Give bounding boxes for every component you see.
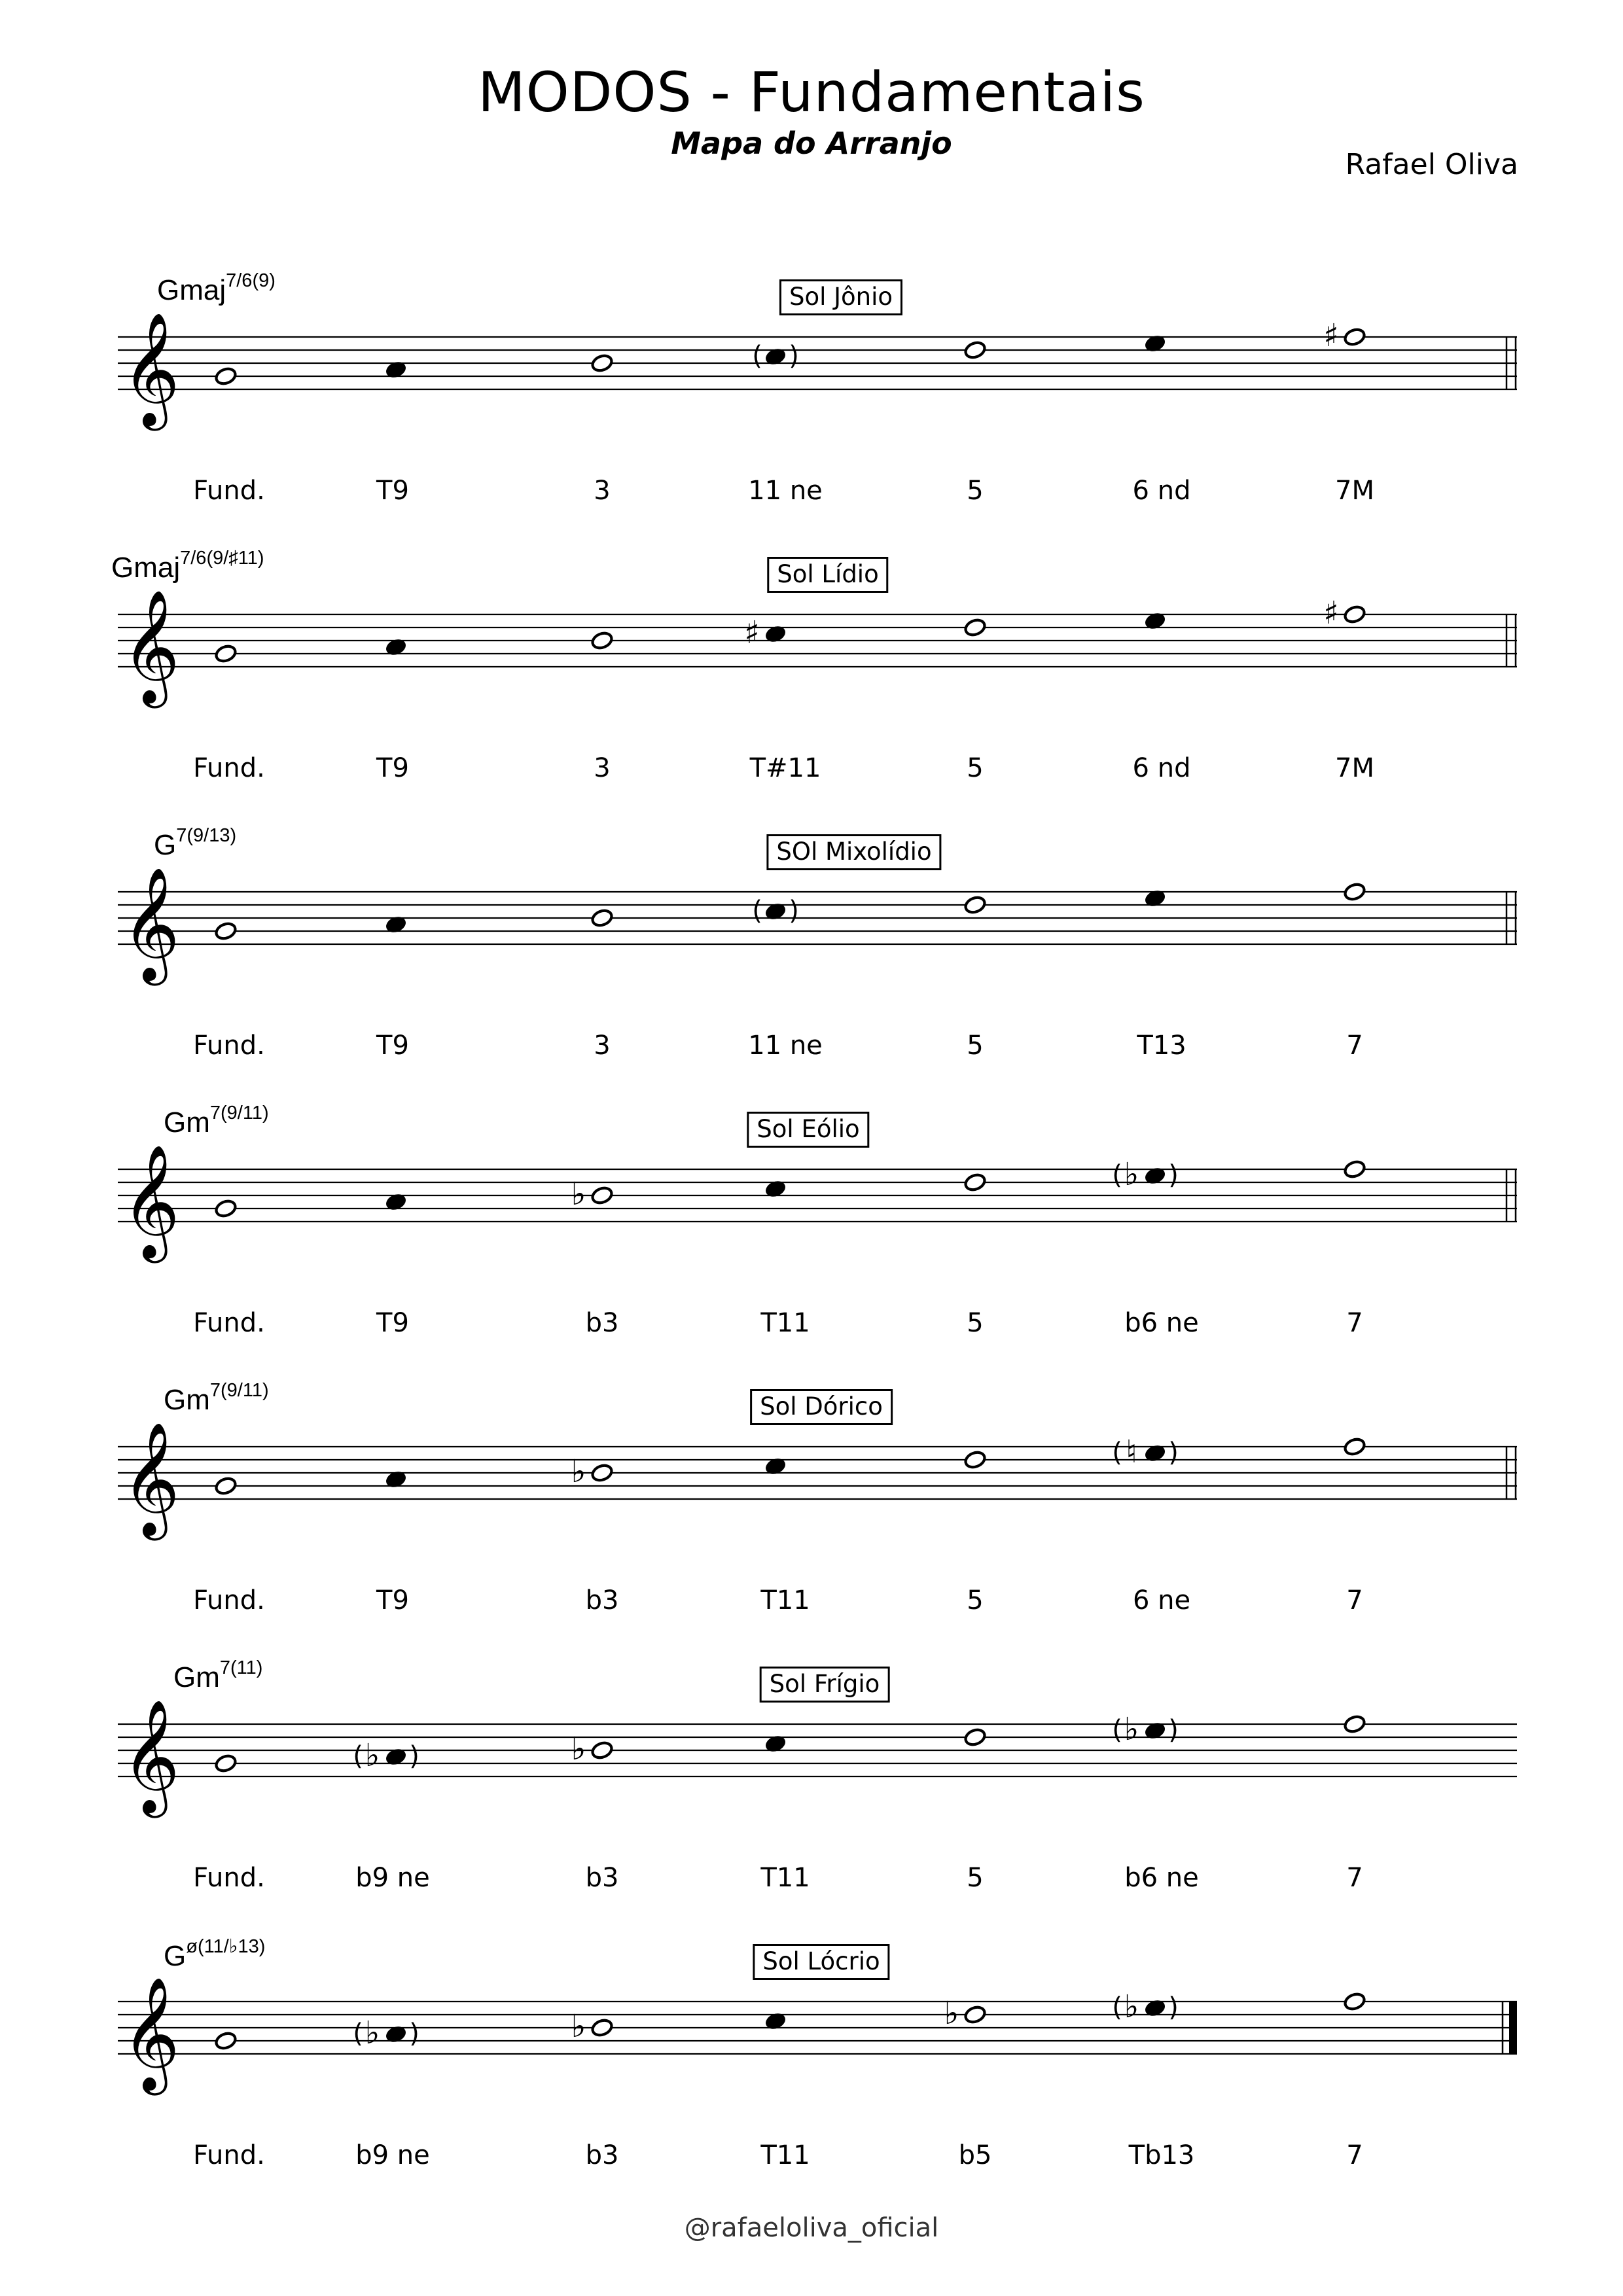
- half-notehead: [590, 631, 614, 651]
- note: [214, 921, 238, 942]
- note: [571, 1731, 614, 1767]
- half-notehead: [590, 2018, 614, 2038]
- sharp-icon: ♯: [1323, 317, 1339, 354]
- treble-clef-icon: 𝄞: [122, 590, 180, 703]
- note: [1343, 1437, 1366, 1457]
- degree-label: 7: [1346, 1863, 1363, 1893]
- degree-label: b9 ne: [355, 1863, 430, 1893]
- degree-label: T11: [760, 1308, 810, 1338]
- chord-extension: 7/6(9/♯11): [180, 548, 264, 569]
- chord-root: Gmaj: [111, 552, 181, 584]
- half-notehead: [214, 644, 238, 664]
- mode-label: Sol Jônio: [779, 279, 902, 315]
- note: [1112, 1988, 1179, 2025]
- flat-icon: ♭: [365, 2015, 380, 2051]
- mode-label: Sol Lídio: [767, 557, 888, 593]
- degree-label: Fund.: [193, 1308, 265, 1338]
- flat-icon: ♭: [1124, 1711, 1139, 1748]
- sharp-icon: ♯: [744, 614, 760, 651]
- note: [963, 1173, 987, 1193]
- degree-label: 5: [967, 753, 984, 783]
- staff-lines: [118, 892, 1517, 944]
- degree-label: b6 ne: [1124, 1308, 1199, 1338]
- degree-label: Fund.: [193, 476, 265, 506]
- flat-icon: ♭: [571, 1731, 586, 1767]
- note: [963, 1450, 987, 1470]
- note: [214, 2031, 238, 2051]
- degree-label: 11 ne: [748, 1031, 823, 1061]
- treble-clef-icon: 𝄞: [122, 1977, 180, 2091]
- open-paren: (: [752, 896, 762, 926]
- degree-label: 5: [967, 1031, 984, 1061]
- staff: [0, 1368, 1623, 1578]
- treble-clef-icon: 𝄞: [122, 312, 180, 426]
- half-notehead: [963, 1727, 987, 1748]
- half-notehead: [1343, 1437, 1366, 1457]
- degree-label: b3: [585, 2140, 619, 2170]
- degree-label: Fund.: [193, 2140, 265, 2170]
- chord-root: Gm: [164, 1384, 210, 1416]
- treble-clef-icon: 𝄞: [122, 867, 180, 981]
- staff-system: [0, 1923, 1623, 2185]
- chord-root: Gm: [173, 1661, 220, 1693]
- flat-icon: ♭: [571, 1176, 586, 1212]
- staff-lines: [118, 2002, 1517, 2054]
- degree-label: 6 nd: [1132, 476, 1191, 506]
- degree-label: T13: [1137, 1031, 1186, 1061]
- half-notehead: [1343, 605, 1366, 625]
- degree-label: T#11: [749, 753, 821, 783]
- note: [1323, 595, 1366, 631]
- half-notehead: [214, 2031, 238, 2051]
- half-notehead: [1343, 327, 1366, 347]
- staff: [0, 1646, 1623, 1855]
- flat-icon: ♭: [571, 1453, 586, 1490]
- half-notehead: [963, 340, 987, 361]
- degree-label: T11: [760, 1863, 810, 1893]
- half-notehead: [1343, 882, 1366, 902]
- degree-label: T9: [376, 1031, 409, 1061]
- close-paren: ): [1168, 1715, 1179, 1745]
- chord-extension: ø(11/♭13): [186, 1936, 266, 1957]
- degree-label: 7: [1346, 2140, 1363, 2170]
- open-paren: (: [1112, 1992, 1122, 2022]
- chord-extension: 7(9/13): [176, 825, 237, 846]
- degree-label: b3: [585, 1863, 619, 1893]
- chord-root: Gm: [164, 1106, 210, 1139]
- degree-label: T9: [376, 1308, 409, 1338]
- degree-label: 5: [967, 476, 984, 506]
- staff-lines: [118, 337, 1517, 389]
- note: [353, 1737, 419, 1774]
- page-subtitle: Mapa do Arranjo: [671, 126, 952, 161]
- treble-clef-icon: 𝄞: [122, 1699, 180, 1813]
- degree-label: T9: [376, 476, 409, 506]
- half-notehead: [963, 618, 987, 638]
- degree-label: 3: [594, 1031, 611, 1061]
- flat-icon: ♭: [1124, 1156, 1139, 1193]
- staff-lines: [118, 1447, 1517, 1499]
- degree-label: b9 ne: [355, 2140, 430, 2170]
- half-notehead: [963, 1173, 987, 1193]
- degree-label: 3: [594, 753, 611, 783]
- close-paren: ): [1168, 1992, 1179, 2022]
- note: [944, 1995, 987, 2032]
- half-notehead: [963, 2005, 987, 2025]
- degree-label: 5: [967, 1863, 984, 1893]
- half-notehead: [214, 366, 238, 387]
- degree-label: 7: [1346, 1585, 1363, 1616]
- mode-label: SOl Mixolídio: [766, 834, 941, 870]
- note: [963, 618, 987, 638]
- half-notehead: [214, 1199, 238, 1219]
- staff: [0, 536, 1623, 745]
- degree-label: 7M: [1335, 476, 1374, 506]
- open-paren: (: [353, 1741, 363, 1771]
- note: [963, 1727, 987, 1748]
- note: [752, 896, 799, 926]
- staff-system: [0, 1091, 1623, 1352]
- flat-icon: ♭: [1124, 1988, 1139, 2025]
- half-notehead: [1343, 1992, 1366, 2012]
- close-paren: ): [789, 896, 799, 926]
- degree-label: 6 ne: [1132, 1585, 1191, 1616]
- staff: [0, 1091, 1623, 1300]
- degree-label: b6 ne: [1124, 1863, 1199, 1893]
- final-barline-thick: [1509, 2002, 1517, 2054]
- note: [214, 1754, 238, 1774]
- half-notehead: [214, 921, 238, 942]
- degree-label: b3: [585, 1308, 619, 1338]
- degree-label: Fund.: [193, 1585, 265, 1616]
- staff-system: [0, 1646, 1623, 1907]
- degree-label: 5: [967, 1585, 984, 1616]
- note: [744, 614, 787, 651]
- degree-label: Tb13: [1128, 2140, 1195, 2170]
- mode-label: Sol Frígio: [760, 1667, 890, 1703]
- degree-label: 6 nd: [1132, 753, 1191, 783]
- staff: [0, 1923, 1623, 2132]
- chord-extension: 7(11): [219, 1657, 263, 1678]
- close-paren: ): [1168, 1160, 1179, 1190]
- chord-root: G: [164, 1940, 187, 1972]
- mode-label: Sol Lócrio: [753, 1944, 889, 1980]
- composer-name: Rafael Oliva: [1345, 148, 1518, 181]
- note: [590, 631, 614, 651]
- degree-label: Fund.: [193, 1031, 265, 1061]
- degree-label: 7: [1346, 1031, 1363, 1061]
- note: [1343, 1992, 1366, 2012]
- note: [752, 341, 799, 371]
- note: [590, 908, 614, 928]
- half-notehead: [1343, 1714, 1366, 1735]
- degree-label: 11 ne: [748, 476, 823, 506]
- open-paren: (: [752, 341, 762, 371]
- note: [571, 1453, 614, 1490]
- degree-label: 5: [967, 1308, 984, 1338]
- note: [353, 2015, 419, 2051]
- degree-label: 3: [594, 476, 611, 506]
- half-notehead: [590, 1186, 614, 1206]
- treble-clef-icon: 𝄞: [122, 1144, 180, 1258]
- natural-icon: ♮: [1126, 1434, 1137, 1470]
- sharp-icon: ♯: [1323, 595, 1339, 631]
- half-notehead: [214, 1476, 238, 1496]
- note: [214, 644, 238, 664]
- mode-label: Sol Dórico: [750, 1389, 893, 1425]
- note: [214, 366, 238, 387]
- note: [1343, 1159, 1366, 1180]
- degree-label: T9: [376, 753, 409, 783]
- staff-lines: [118, 1724, 1517, 1776]
- close-paren: ): [1168, 1438, 1179, 1468]
- mode-label: Sol Eólio: [747, 1112, 869, 1148]
- degree-label: Fund.: [193, 1863, 265, 1893]
- degree-label: b5: [958, 2140, 992, 2170]
- note: [1112, 1156, 1179, 1193]
- half-notehead: [590, 353, 614, 374]
- degree-label: 7M: [1335, 753, 1374, 783]
- note: [1112, 1711, 1179, 1748]
- degree-label: 7: [1346, 1308, 1363, 1338]
- chord-extension: 7/6(9): [226, 270, 276, 291]
- note: [1343, 882, 1366, 902]
- half-notehead: [214, 1754, 238, 1774]
- staff-system: [0, 536, 1623, 798]
- half-notehead: [590, 1740, 614, 1761]
- note: [214, 1476, 238, 1496]
- note: [1112, 1434, 1179, 1470]
- staff-system: [0, 258, 1623, 520]
- degree-label: Fund.: [193, 753, 265, 783]
- flat-icon: ♭: [365, 1737, 380, 1774]
- note: [1343, 1714, 1366, 1735]
- chord-extension: 7(9/11): [209, 1380, 269, 1401]
- treble-clef-icon: 𝄞: [122, 1422, 180, 1536]
- staff-lines: [118, 614, 1517, 667]
- note: [571, 1176, 614, 1212]
- flat-icon: ♭: [571, 2008, 586, 2045]
- chord-extension: 7(9/11): [209, 1103, 269, 1123]
- note: [963, 895, 987, 915]
- open-paren: (: [353, 2019, 363, 2049]
- chord-root: Gmaj: [157, 274, 226, 306]
- note: [963, 340, 987, 361]
- note: [1323, 317, 1366, 354]
- note: [214, 1199, 238, 1219]
- open-paren: (: [1112, 1160, 1122, 1190]
- half-notehead: [963, 1450, 987, 1470]
- half-notehead: [590, 1463, 614, 1483]
- degree-label: T11: [760, 2140, 810, 2170]
- footer-handle: @rafaeloliva_oficial: [684, 2213, 939, 2243]
- note: [590, 353, 614, 374]
- open-paren: (: [1112, 1715, 1122, 1745]
- page-title: MODOS - Fundamentais: [478, 60, 1145, 124]
- half-notehead: [1343, 1159, 1366, 1180]
- half-notehead: [963, 895, 987, 915]
- chord-root: G: [154, 829, 177, 861]
- close-paren: ): [789, 341, 799, 371]
- flat-icon: ♭: [944, 1995, 959, 2032]
- staff: [0, 813, 1623, 1023]
- staff: [0, 258, 1623, 468]
- staff-lines: [118, 1169, 1517, 1222]
- staff-system: [0, 813, 1623, 1075]
- note: [571, 2008, 614, 2045]
- degree-label: T9: [376, 1585, 409, 1616]
- degree-label: T11: [760, 1585, 810, 1616]
- close-paren: ): [409, 1741, 419, 1771]
- close-paren: ): [409, 2019, 419, 2049]
- open-paren: (: [1112, 1438, 1122, 1468]
- degree-label: b3: [585, 1585, 619, 1616]
- staff-system: [0, 1368, 1623, 1630]
- half-notehead: [590, 908, 614, 928]
